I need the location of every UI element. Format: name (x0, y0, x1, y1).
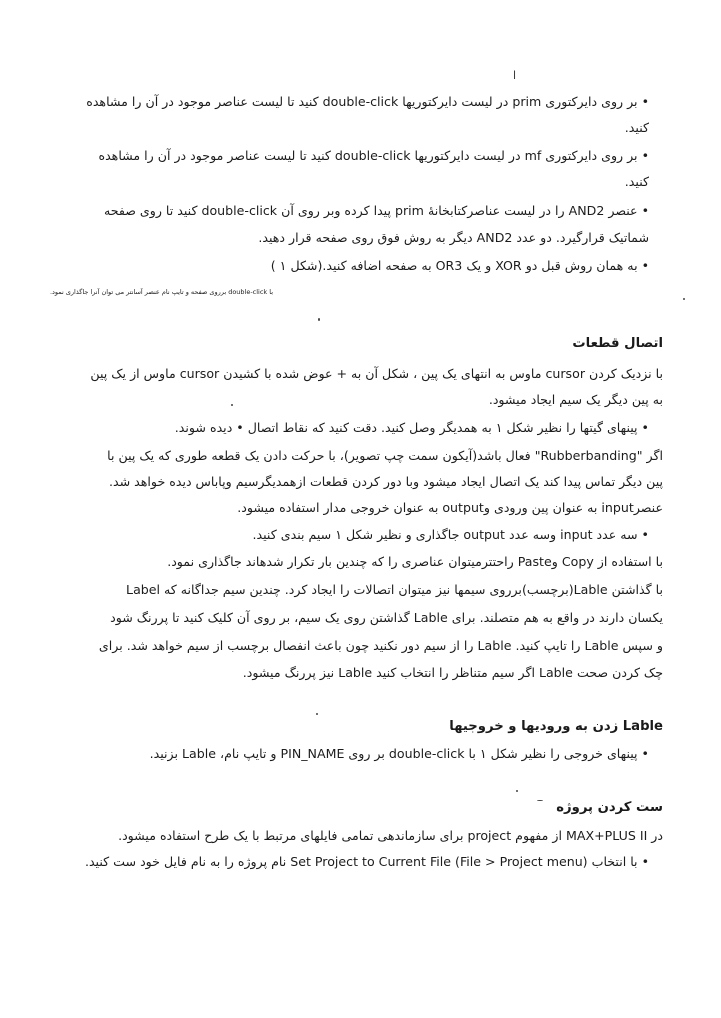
text-line: و سپس Lable را تایپ کنید. Lable را از سیم دور نکنید چون باعث انفصال برچسب از سیم خواهد شد. برای (98, 638, 663, 653)
scan-speck (516, 790, 518, 792)
text-line: یکسان دارند در واقع به هم متصلند. برای Lable گذاشتن روی یک سیم، بر روی آن کلیک کنید تا پررنگ شود (110, 610, 663, 625)
text-line: • با انتخاب (File > Project menu) Set Project to Current File نام پروژه را به نام فایل خود ست کنید. (84, 854, 649, 869)
text-line: اگر "Rubberbanding" فعال باشد(آیکون سمت چپ تصویر)، با حرکت دادن یک قطعه طوری که یک پین با (107, 448, 663, 463)
text-line: • پینهای گیتها را نظیر شکل ۱ به همدیگر وصل کنید. دقت کنید که نقاط اتصال • دیده شوند. (174, 420, 649, 435)
text-line: با گذاشتن Lable(برچسب)برروی سیمها نیز میتوان اتصالات را ایجاد کرد. چندین سیم جداگانه که Label (126, 582, 663, 597)
text-line: • به همان روش قبل دو XOR و یک OR3 به صفحه اضافه کنید.(شکل ۱ ) (270, 258, 649, 273)
section-heading: اتصال قطعات (572, 336, 663, 351)
page-mark: ا (513, 69, 517, 82)
scan-speck (231, 404, 233, 406)
section-heading: Lable زدن به ورودیها و خروجیها (449, 719, 663, 734)
text-line: با استفاده از Copy وPaste راحتترمیتوان عناصری را که چندین بار تکرار شدهاند جاگذاری نمود. (167, 554, 663, 569)
text-line: کنید. (624, 174, 649, 189)
text-line: • سه عدد input وسه عدد output جاگذاری و نظیر شکل ۱ سیم بندی کنید. (252, 527, 649, 542)
text-line: با نزدیک کردن cursor ماوس به انتهای یک پین ، شکل آن به + عوض شده با کشیدن cursor ماوس از یک پین (90, 366, 663, 381)
text-line: • پینهای خروجی را نظیر شکل ۱ با double-click بر روی PIN_NAME و تایپ نام، Lable بزنید. (149, 746, 649, 761)
text-line: کنید. (624, 120, 649, 135)
text-line: با double-click برروی صفحه و تایپ نام عنصر آسانتر می توان آنرا جاگذاری نمود. (49, 288, 273, 296)
scan-speck (537, 800, 543, 801)
text-line: شماتیک قرارگیرد. دو عدد AND2 دیگر به روش فوق روی صفحه قرار دهید. (258, 230, 649, 245)
text-line: پین دیگر تماس پیدا کند یک اتصال ایجاد میشود وبا دور کردن قطعات ازهمدیگرسیم وپاباس دیده خواهد شد. (109, 474, 663, 489)
text-line: عنصرinput به عنوان پین ورودی وoutput به عنوان خروجی مدار استفاده میشود. (237, 500, 663, 515)
text-line: در MAX+PLUS II از مفهوم project برای سازماندهی تمامی فایلهای مرتبط با یک طرح استفاده میشود. (118, 828, 663, 843)
text-line: به پین دیگر یک سیم ایجاد میشود. (488, 392, 663, 407)
section-heading: ست کردن پروژه (556, 800, 663, 815)
text-line: • بر روی دایرکتوری prim در لیست دایرکتوریها double-click کنید تا لیست عناصر موجود در آن را مشاهده (86, 94, 649, 109)
text-line: چک کردن صحت Lable اگر سیم متناظر را انتخاب کنید Lable نیز پررنگ میشود. (242, 665, 663, 680)
scan-speck (683, 298, 685, 300)
scan-speck (318, 318, 320, 321)
text-line: • بر روی دایرکتوری mf در لیست دایرکتوریها double-click کنید تا لیست عناصر موجود در آن را مشاهده (98, 148, 649, 163)
scan-speck (316, 713, 318, 715)
text-line: • عنصر AND2 را در لیست عناصرکتابخانهٔ prim پیدا کرده وبر روی آن double-click کنید تا روی صفحه (103, 203, 649, 218)
